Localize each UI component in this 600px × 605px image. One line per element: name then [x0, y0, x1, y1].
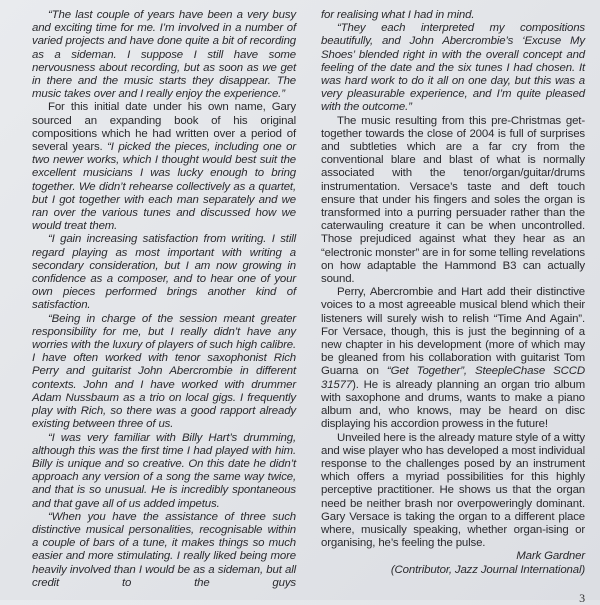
- page-number: 3: [579, 590, 585, 605]
- paragraph-text: Perry, Abercrombie and Hart add their distinctive voices to a most agreeable musical blend which their listeners will surely wish to relish “Time And Again”. For Versace, though, this is just the beginning of a new chapter in his development (more of which may be gleaned from his collaboration with guitarist Tom Guarna on: [321, 286, 585, 378]
- paragraph-text: For this initial date under his own name, Gary sourced an expanding book of his original compositions which he had written over a period of several years.: [32, 101, 296, 154]
- left-column: [32, 9, 296, 590]
- quote-text: “I picked the pieces, including one or two newer works, which I thought would best suit the excellent musicians I was lucky enough to bring together. We didn’t rehearse collectively as a quartet, but I got together with each man separately and we ran over the various tunes and discussed how we would treat them.: [32, 141, 297, 233]
- paragraph: The music resulting from this pre-Christmas get-together towards the close of 2004 is full of surprises and subtleties which are a far cry from the conventional blare and blast of what is normally associated with the tenor/organ/guitar/drums instrumentation. Versace’s taste and deft touch ensure that under his fingers and soles the organ is transformed into a purring persuader rather than the caterwauling creature it can be when uncontrolled. Those prejudiced against what they hear as an “electronic monster” are in for some telling revelations on how adaptable the Hammond B3 can actually sound.: [321, 114, 585, 286]
- author-name: Mark Gardner: [516, 550, 585, 563]
- paragraph-continuation: for realising what I had in mind.: [321, 9, 475, 21]
- paragraph: “The last couple of years have been a very busy and exciting time for me. I’m involved in a number of varied projects and have done quite a bit of recording as a sideman. I suppose I still have some nervousness about recording, but as soon as we get in there and the music starts they disappear. The music takes over and I really enjoy the experience.”: [32, 9, 296, 101]
- author-affiliation: (Contributor, Jazz Journal International): [390, 563, 585, 576]
- paragraph: “When you have the assistance of three such distinctive musical personalities, recognisable within a couple of bars of a tune, it makes things so much easier and more stimulating. I really liked being more heavily involved than I would be as a sideman, but all credit to the guys: [32, 510, 296, 589]
- album-reference: “Get Together”, SteepleChase SCCD 31577: [321, 365, 585, 391]
- paragraph: “Being in charge of the session meant greater responsibility for me, but I really didn’t have any worries with the luxury of players of such high calibre. I have often worked with tenor saxophonist Rich Perry and guitarist John Abercrombie in different contexts. John and I have worked with drummer Adam Nussbaum as a trio on local gigs. I frequently play with Rich, so there was a good rapport already existing between three of us.: [32, 312, 296, 431]
- paragraph: [321, 286, 585, 431]
- paragraph: “I was very familiar with Billy Hart’s drumming, although this was the first time I had played with him. Billy is unique and so creative. On this date he didn’t approach any version of a song the same way twice, and that is so unusual. He is incredibly spontaneous and that gave all of us added impetus.: [32, 431, 296, 510]
- right-column: [321, 9, 585, 605]
- paragraph: “I gain increasing satisfaction from writing. I still regard playing as most important with writing a secondary consideration, but I am now growing in confidence as a composer, and to hear one of your own pieces performed brings another kind of satisfaction.: [32, 233, 296, 312]
- paragraph: Unveiled here is the already mature style of a witty and wise player who has developed a most individual response to the challenges posed by an instrument which offers a myriad possibilities for this highly perceptive practitioner. He shows us that the organ need be neither brash nor overpoweringly dominant. Gary Versace is taking the organ to a different place where, musically speaking, whether organ-ising or organising, he’s feeling the pulse.: [321, 431, 585, 550]
- paragraph-text: ). He is already planning an organ trio album with saxophone and drums, wants to make a piano album and, who knows, may be heard on disc displaying his accordion prowess in the future!: [321, 378, 585, 431]
- paragraph: “They each interpreted my compositions beautifully, and John Abercrombie’s ‘Excuse My Shoes’ blended right in with the overall concept and feeling of the date and the six tunes I had chosen. It was hard work to do it all on one day, but this was a very pleasurable experience, and I’m quite pleased with the outcome.”: [321, 22, 585, 114]
- paragraph: [32, 101, 296, 233]
